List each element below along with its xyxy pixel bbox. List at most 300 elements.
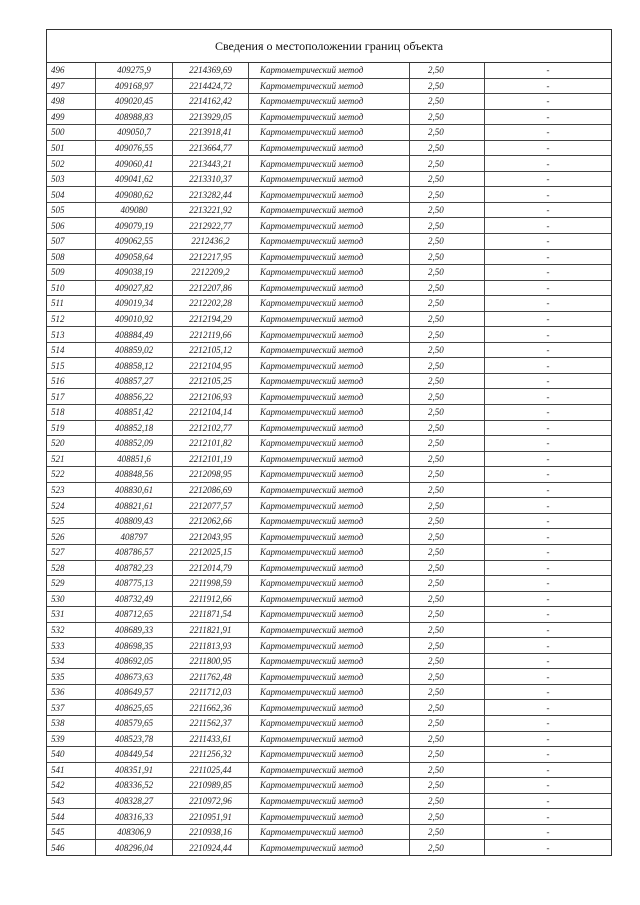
x-coordinate-cell: 409027,82: [96, 280, 173, 296]
accuracy-cell: 2,50: [410, 498, 485, 514]
point-number-cell: 509: [47, 265, 96, 281]
method-cell: Картометрический метод: [249, 498, 410, 514]
x-coordinate-cell: 408856,22: [96, 389, 173, 405]
accuracy-cell: 2,50: [410, 234, 485, 250]
accuracy-cell: 2,50: [410, 218, 485, 234]
point-number-cell: 512: [47, 311, 96, 327]
method-cell: Картометрический метод: [249, 389, 410, 405]
accuracy-cell: 2,50: [410, 591, 485, 607]
y-coordinate-cell: 2211800,95: [173, 653, 249, 669]
method-cell: Картометрический метод: [249, 809, 410, 825]
x-coordinate-cell: 409076,55: [96, 140, 173, 156]
table-row: [47, 296, 611, 312]
point-number-cell: 532: [47, 622, 96, 638]
accuracy-cell: 2,50: [410, 125, 485, 141]
table-row: [47, 436, 611, 452]
description-cell: -: [485, 762, 612, 778]
y-coordinate-cell: 2212217,95: [173, 249, 249, 265]
table-row: [47, 778, 611, 794]
table-row: [47, 234, 611, 250]
table-row: [47, 576, 611, 592]
table-row: [47, 218, 611, 234]
table-row: [47, 420, 611, 436]
description-cell: -: [485, 358, 612, 374]
x-coordinate-cell: 409080,62: [96, 187, 173, 203]
table-row: [47, 109, 611, 125]
method-cell: Картометрический метод: [249, 280, 410, 296]
method-cell: Картометрический метод: [249, 94, 410, 110]
method-cell: Картометрический метод: [249, 560, 410, 576]
table-row: [47, 715, 611, 731]
description-cell: -: [485, 342, 612, 358]
method-cell: Картометрический метод: [249, 622, 410, 638]
y-coordinate-cell: 2214162,42: [173, 94, 249, 110]
x-coordinate-cell: 408830,61: [96, 482, 173, 498]
y-coordinate-cell: 2212062,66: [173, 513, 249, 529]
method-cell: Картометрический метод: [249, 700, 410, 716]
point-number-cell: 504: [47, 187, 96, 203]
table-row: [47, 513, 611, 529]
table-row: [47, 280, 611, 296]
table-row: [47, 78, 611, 94]
x-coordinate-cell: 408732,49: [96, 591, 173, 607]
y-coordinate-cell: 2211562,37: [173, 715, 249, 731]
method-cell: Картометрический метод: [249, 420, 410, 436]
boundary-coordinates-table: [47, 63, 611, 855]
method-cell: Картометрический метод: [249, 544, 410, 560]
y-coordinate-cell: 2212202,28: [173, 296, 249, 312]
y-coordinate-cell: 2212436,2: [173, 234, 249, 250]
description-cell: -: [485, 156, 612, 172]
point-number-cell: 542: [47, 778, 96, 794]
accuracy-cell: 2,50: [410, 513, 485, 529]
point-number-cell: 507: [47, 234, 96, 250]
y-coordinate-cell: 2211998,59: [173, 576, 249, 592]
x-coordinate-cell: 408336,52: [96, 778, 173, 794]
point-number-cell: 534: [47, 653, 96, 669]
table-row: [47, 747, 611, 763]
table-row: [47, 731, 611, 747]
accuracy-cell: 2,50: [410, 358, 485, 374]
method-cell: Картометрический метод: [249, 607, 410, 623]
x-coordinate-cell: 409019,34: [96, 296, 173, 312]
x-coordinate-cell: 409010,92: [96, 311, 173, 327]
y-coordinate-cell: 2214369,69: [173, 63, 249, 78]
point-number-cell: 524: [47, 498, 96, 514]
description-cell: -: [485, 327, 612, 343]
method-cell: Картометрический метод: [249, 249, 410, 265]
table-row: [47, 669, 611, 685]
point-number-cell: 511: [47, 296, 96, 312]
accuracy-cell: 2,50: [410, 296, 485, 312]
description-cell: -: [485, 405, 612, 421]
accuracy-cell: 2,50: [410, 809, 485, 825]
table-row: [47, 140, 611, 156]
table-row: [47, 684, 611, 700]
point-number-cell: 496: [47, 63, 96, 78]
y-coordinate-cell: 2212105,12: [173, 342, 249, 358]
method-cell: Картометрический метод: [249, 529, 410, 545]
y-coordinate-cell: 2214424,72: [173, 78, 249, 94]
accuracy-cell: 2,50: [410, 544, 485, 560]
method-cell: Картометрический метод: [249, 311, 410, 327]
y-coordinate-cell: 2211662,36: [173, 700, 249, 716]
method-cell: Картометрический метод: [249, 762, 410, 778]
table-row: [47, 529, 611, 545]
method-cell: Картометрический метод: [249, 513, 410, 529]
point-number-cell: 545: [47, 824, 96, 840]
table-row: [47, 63, 611, 78]
method-cell: Картометрический метод: [249, 405, 410, 421]
y-coordinate-cell: 2212098,95: [173, 467, 249, 483]
table-row: [47, 249, 611, 265]
x-coordinate-cell: 409060,41: [96, 156, 173, 172]
point-number-cell: 498: [47, 94, 96, 110]
method-cell: Картометрический метод: [249, 78, 410, 94]
method-cell: Картометрический метод: [249, 171, 410, 187]
y-coordinate-cell: 2211912,66: [173, 591, 249, 607]
table-row: [47, 622, 611, 638]
description-cell: -: [485, 436, 612, 452]
description-cell: -: [485, 731, 612, 747]
method-cell: Картометрический метод: [249, 140, 410, 156]
table-row: [47, 327, 611, 343]
x-coordinate-cell: 409058,64: [96, 249, 173, 265]
x-coordinate-cell: 409275,9: [96, 63, 173, 78]
x-coordinate-cell: 408852,09: [96, 436, 173, 452]
accuracy-cell: 2,50: [410, 607, 485, 623]
x-coordinate-cell: 408848,56: [96, 467, 173, 483]
description-cell: -: [485, 171, 612, 187]
table-row: [47, 311, 611, 327]
point-number-cell: 526: [47, 529, 96, 545]
table-row: [47, 94, 611, 110]
point-number-cell: 508: [47, 249, 96, 265]
point-number-cell: 497: [47, 78, 96, 94]
table-row: [47, 700, 611, 716]
x-coordinate-cell: 408351,91: [96, 762, 173, 778]
method-cell: Картометрический метод: [249, 327, 410, 343]
description-cell: -: [485, 296, 612, 312]
description-cell: -: [485, 653, 612, 669]
y-coordinate-cell: 2211712,03: [173, 684, 249, 700]
point-number-cell: 523: [47, 482, 96, 498]
y-coordinate-cell: 2212209,2: [173, 265, 249, 281]
point-number-cell: 522: [47, 467, 96, 483]
table-row: [47, 824, 611, 840]
accuracy-cell: 2,50: [410, 171, 485, 187]
description-cell: -: [485, 389, 612, 405]
y-coordinate-cell: 2212086,69: [173, 482, 249, 498]
accuracy-cell: 2,50: [410, 840, 485, 855]
table-row: [47, 840, 611, 855]
point-number-cell: 517: [47, 389, 96, 405]
method-cell: Картометрический метод: [249, 684, 410, 700]
description-cell: -: [485, 187, 612, 203]
description-cell: -: [485, 824, 612, 840]
accuracy-cell: 2,50: [410, 731, 485, 747]
method-cell: Картометрический метод: [249, 373, 410, 389]
table-row: [47, 638, 611, 654]
accuracy-cell: 2,50: [410, 824, 485, 840]
y-coordinate-cell: 2212922,77: [173, 218, 249, 234]
point-number-cell: 543: [47, 793, 96, 809]
description-cell: -: [485, 560, 612, 576]
method-cell: Картометрический метод: [249, 436, 410, 452]
point-number-cell: 501: [47, 140, 96, 156]
method-cell: Картометрический метод: [249, 778, 410, 794]
x-coordinate-cell: 409168,97: [96, 78, 173, 94]
x-coordinate-cell: 408775,13: [96, 576, 173, 592]
y-coordinate-cell: 2212102,77: [173, 420, 249, 436]
table-row: [47, 187, 611, 203]
y-coordinate-cell: 2213918,41: [173, 125, 249, 141]
description-cell: -: [485, 218, 612, 234]
point-number-cell: 527: [47, 544, 96, 560]
x-coordinate-cell: 409041,62: [96, 171, 173, 187]
y-coordinate-cell: 2212104,14: [173, 405, 249, 421]
point-number-cell: 544: [47, 809, 96, 825]
description-cell: -: [485, 544, 612, 560]
point-number-cell: 538: [47, 715, 96, 731]
point-number-cell: 533: [47, 638, 96, 654]
x-coordinate-cell: 409062,55: [96, 234, 173, 250]
table-row: [47, 607, 611, 623]
point-number-cell: 515: [47, 358, 96, 374]
accuracy-cell: 2,50: [410, 778, 485, 794]
x-coordinate-cell: 408328,27: [96, 793, 173, 809]
description-cell: -: [485, 311, 612, 327]
accuracy-cell: 2,50: [410, 762, 485, 778]
table-row: [47, 560, 611, 576]
x-coordinate-cell: 408859,02: [96, 342, 173, 358]
description-cell: -: [485, 498, 612, 514]
description-cell: -: [485, 809, 612, 825]
method-cell: Картометрический метод: [249, 125, 410, 141]
y-coordinate-cell: 2212025,15: [173, 544, 249, 560]
point-number-cell: 513: [47, 327, 96, 343]
y-coordinate-cell: 2210924,44: [173, 840, 249, 855]
table-row: [47, 467, 611, 483]
accuracy-cell: 2,50: [410, 342, 485, 358]
description-cell: -: [485, 63, 612, 78]
point-number-cell: 531: [47, 607, 96, 623]
accuracy-cell: 2,50: [410, 311, 485, 327]
x-coordinate-cell: 409080: [96, 202, 173, 218]
accuracy-cell: 2,50: [410, 389, 485, 405]
y-coordinate-cell: 2212194,29: [173, 311, 249, 327]
x-coordinate-cell: 408786,57: [96, 544, 173, 560]
accuracy-cell: 2,50: [410, 715, 485, 731]
accuracy-cell: 2,50: [410, 482, 485, 498]
description-cell: -: [485, 467, 612, 483]
point-number-cell: 516: [47, 373, 96, 389]
method-cell: Картометрический метод: [249, 265, 410, 281]
table-row: [47, 544, 611, 560]
y-coordinate-cell: 2211256,32: [173, 747, 249, 763]
y-coordinate-cell: 2213221,92: [173, 202, 249, 218]
point-number-cell: 525: [47, 513, 96, 529]
x-coordinate-cell: 408988,83: [96, 109, 173, 125]
y-coordinate-cell: 2213664,77: [173, 140, 249, 156]
description-cell: -: [485, 700, 612, 716]
accuracy-cell: 2,50: [410, 684, 485, 700]
accuracy-cell: 2,50: [410, 202, 485, 218]
accuracy-cell: 2,50: [410, 373, 485, 389]
accuracy-cell: 2,50: [410, 793, 485, 809]
table-row: [47, 373, 611, 389]
description-cell: -: [485, 420, 612, 436]
y-coordinate-cell: 2212104,95: [173, 358, 249, 374]
accuracy-cell: 2,50: [410, 467, 485, 483]
method-cell: Картометрический метод: [249, 202, 410, 218]
x-coordinate-cell: 408782,23: [96, 560, 173, 576]
point-number-cell: 529: [47, 576, 96, 592]
document-title: Сведения о местоположении границ объекта: [47, 30, 611, 63]
accuracy-cell: 2,50: [410, 700, 485, 716]
x-coordinate-cell: 408625,65: [96, 700, 173, 716]
description-cell: -: [485, 669, 612, 685]
description-cell: -: [485, 638, 612, 654]
method-cell: Картометрический метод: [249, 342, 410, 358]
point-number-cell: 502: [47, 156, 96, 172]
description-cell: -: [485, 265, 612, 281]
accuracy-cell: 2,50: [410, 78, 485, 94]
accuracy-cell: 2,50: [410, 436, 485, 452]
table-row: [47, 265, 611, 281]
accuracy-cell: 2,50: [410, 187, 485, 203]
y-coordinate-cell: 2210951,91: [173, 809, 249, 825]
table-row: [47, 809, 611, 825]
table-row: [47, 125, 611, 141]
point-number-cell: 537: [47, 700, 96, 716]
table-row: [47, 793, 611, 809]
y-coordinate-cell: 2212106,93: [173, 389, 249, 405]
point-number-cell: 536: [47, 684, 96, 700]
point-number-cell: 503: [47, 171, 96, 187]
y-coordinate-cell: 2210938,16: [173, 824, 249, 840]
accuracy-cell: 2,50: [410, 249, 485, 265]
description-cell: -: [485, 78, 612, 94]
method-cell: Картометрический метод: [249, 234, 410, 250]
point-number-cell: 546: [47, 840, 96, 855]
accuracy-cell: 2,50: [410, 405, 485, 421]
description-cell: -: [485, 249, 612, 265]
description-cell: -: [485, 513, 612, 529]
y-coordinate-cell: 2212077,57: [173, 498, 249, 514]
description-cell: -: [485, 576, 612, 592]
y-coordinate-cell: 2213282,44: [173, 187, 249, 203]
point-number-cell: 506: [47, 218, 96, 234]
x-coordinate-cell: 409020,45: [96, 94, 173, 110]
table-row: [47, 653, 611, 669]
y-coordinate-cell: 2211821,91: [173, 622, 249, 638]
accuracy-cell: 2,50: [410, 94, 485, 110]
x-coordinate-cell: 408649,57: [96, 684, 173, 700]
description-cell: -: [485, 607, 612, 623]
accuracy-cell: 2,50: [410, 420, 485, 436]
x-coordinate-cell: 408851,6: [96, 451, 173, 467]
description-cell: -: [485, 591, 612, 607]
table-row: [47, 389, 611, 405]
point-number-cell: 535: [47, 669, 96, 685]
accuracy-cell: 2,50: [410, 63, 485, 78]
y-coordinate-cell: 2212119,66: [173, 327, 249, 343]
point-number-cell: 530: [47, 591, 96, 607]
method-cell: Картометрический метод: [249, 187, 410, 203]
x-coordinate-cell: 408712,65: [96, 607, 173, 623]
x-coordinate-cell: 409050,7: [96, 125, 173, 141]
description-cell: -: [485, 684, 612, 700]
accuracy-cell: 2,50: [410, 622, 485, 638]
x-coordinate-cell: 408692,05: [96, 653, 173, 669]
description-cell: -: [485, 373, 612, 389]
y-coordinate-cell: 2213929,05: [173, 109, 249, 125]
method-cell: Картометрический метод: [249, 638, 410, 654]
point-number-cell: 518: [47, 405, 96, 421]
point-number-cell: 500: [47, 125, 96, 141]
method-cell: Картометрический метод: [249, 63, 410, 78]
table-row: [47, 451, 611, 467]
description-cell: -: [485, 793, 612, 809]
point-number-cell: 541: [47, 762, 96, 778]
method-cell: Картометрический метод: [249, 576, 410, 592]
table-row: [47, 591, 611, 607]
x-coordinate-cell: 408296,04: [96, 840, 173, 855]
point-number-cell: 528: [47, 560, 96, 576]
method-cell: Картометрический метод: [249, 747, 410, 763]
description-cell: -: [485, 715, 612, 731]
description-cell: -: [485, 109, 612, 125]
point-number-cell: 519: [47, 420, 96, 436]
accuracy-cell: 2,50: [410, 451, 485, 467]
accuracy-cell: 2,50: [410, 638, 485, 654]
method-cell: Картометрический метод: [249, 109, 410, 125]
y-coordinate-cell: 2211433,61: [173, 731, 249, 747]
description-cell: -: [485, 202, 612, 218]
accuracy-cell: 2,50: [410, 156, 485, 172]
description-cell: -: [485, 840, 612, 855]
x-coordinate-cell: 408449,54: [96, 747, 173, 763]
y-coordinate-cell: 2212105,25: [173, 373, 249, 389]
x-coordinate-cell: 408884,49: [96, 327, 173, 343]
x-coordinate-cell: 408579,65: [96, 715, 173, 731]
method-cell: Картометрический метод: [249, 358, 410, 374]
method-cell: Картометрический метод: [249, 467, 410, 483]
accuracy-cell: 2,50: [410, 327, 485, 343]
table-row: [47, 498, 611, 514]
y-coordinate-cell: 2212101,82: [173, 436, 249, 452]
accuracy-cell: 2,50: [410, 529, 485, 545]
y-coordinate-cell: 2213443,21: [173, 156, 249, 172]
point-number-cell: 520: [47, 436, 96, 452]
table-row: [47, 358, 611, 374]
y-coordinate-cell: 2213310,37: [173, 171, 249, 187]
x-coordinate-cell: 408316,33: [96, 809, 173, 825]
table-row: [47, 405, 611, 421]
method-cell: Картометрический метод: [249, 653, 410, 669]
point-number-cell: 540: [47, 747, 96, 763]
table-row: [47, 171, 611, 187]
description-cell: -: [485, 234, 612, 250]
y-coordinate-cell: 2211871,54: [173, 607, 249, 623]
point-number-cell: 521: [47, 451, 96, 467]
y-coordinate-cell: 2212014,79: [173, 560, 249, 576]
description-cell: -: [485, 482, 612, 498]
x-coordinate-cell: 408797: [96, 529, 173, 545]
accuracy-cell: 2,50: [410, 653, 485, 669]
point-number-cell: 539: [47, 731, 96, 747]
